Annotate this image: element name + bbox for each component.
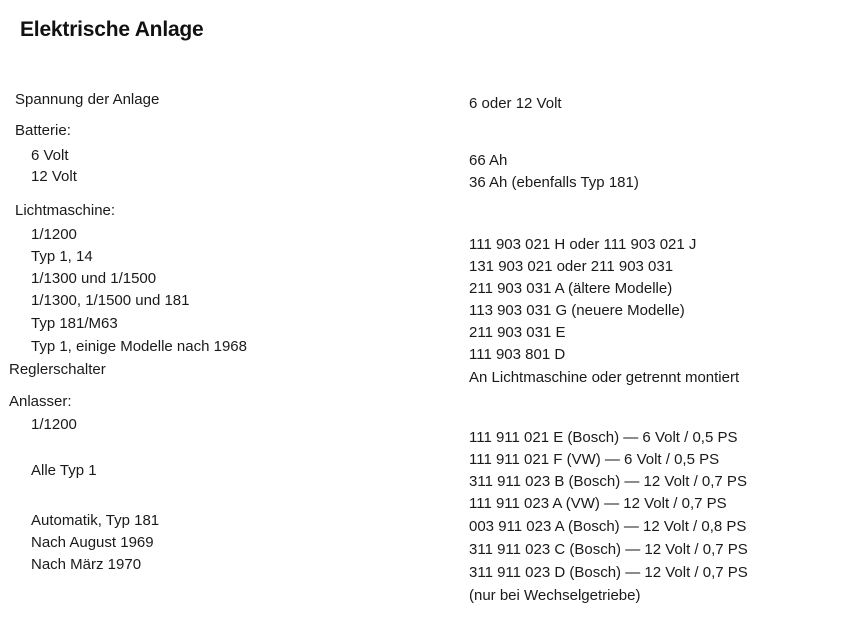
label-an-5: Nach März 1970 [31, 556, 142, 573]
page-title: Elektrische Anlage [20, 18, 204, 41]
label-lm-5: Typ 181/M63 [31, 315, 118, 332]
label-an-3: Automatik, Typ 181 [31, 512, 160, 529]
label-batterie: Batterie: [15, 122, 71, 139]
value-an-4: 111 911 023 A (VW) — 12 Volt / 0,7 PS [469, 495, 727, 512]
label-lichtmaschine: Lichtmaschine: [15, 202, 116, 219]
label-lm-2: Typ 1, 14 [31, 248, 93, 265]
value-batterie-12v: 36 Ah (ebenfalls Typ 181) [469, 174, 639, 191]
value-batterie-6v: 66 Ah [469, 152, 508, 169]
value-lm-1: 111 903 021 H oder 111 903 021 J [469, 236, 697, 253]
label-spannung: Spannung der Anlage [15, 91, 160, 108]
label-regler: Reglerschalter [9, 361, 106, 378]
value-lm-5: 211 903 031 E [469, 324, 566, 341]
value-lm-6: 111 903 801 D [469, 346, 566, 363]
value-lm-3: 211 903 031 A (ältere Modelle) [469, 280, 673, 297]
value-an-1: 111 911 021 E (Bosch) — 6 Volt / 0,5 PS [469, 429, 738, 446]
value-regler: An Lichtmaschine oder getrennt montiert [469, 369, 740, 386]
label-anlasser: Anlasser: [9, 393, 72, 410]
value-an-7: 311 911 023 D (Bosch) — 12 Volt / 0,7 PS [469, 564, 748, 581]
label-batterie-12v: 12 Volt [31, 168, 77, 185]
label-lm-1: 1/1200 [31, 226, 77, 243]
label-an-2: Alle Typ 1 [31, 462, 97, 479]
value-lm-2: 131 903 021 oder 211 903 031 [469, 258, 674, 275]
value-spannung: 6 oder 12 Volt [469, 95, 562, 112]
value-an-2: 111 911 021 F (VW) — 6 Volt / 0,5 PS [469, 451, 720, 468]
label-lm-6: Typ 1, einige Modelle nach 1968 [31, 338, 247, 355]
value-lm-4: 113 903 031 G (neuere Modelle) [469, 302, 685, 319]
label-lm-3: 1/1300 und 1/1500 [31, 270, 157, 287]
value-an-5: 003 911 023 A (Bosch) — 12 Volt / 0,8 PS [469, 518, 747, 535]
value-an-6: 311 911 023 C (Bosch) — 12 Volt / 0,7 PS [469, 541, 748, 558]
label-lm-4: 1/1300, 1/1500 und 181 [31, 292, 190, 309]
value-an-8: (nur bei Wechselgetriebe) [469, 587, 641, 604]
label-an-1: 1/1200 [31, 416, 77, 433]
label-an-4: Nach August 1969 [31, 534, 154, 551]
label-batterie-6v: 6 Volt [31, 147, 69, 164]
value-an-3: 311 911 023 B (Bosch) — 12 Volt / 0,7 PS [469, 473, 747, 490]
